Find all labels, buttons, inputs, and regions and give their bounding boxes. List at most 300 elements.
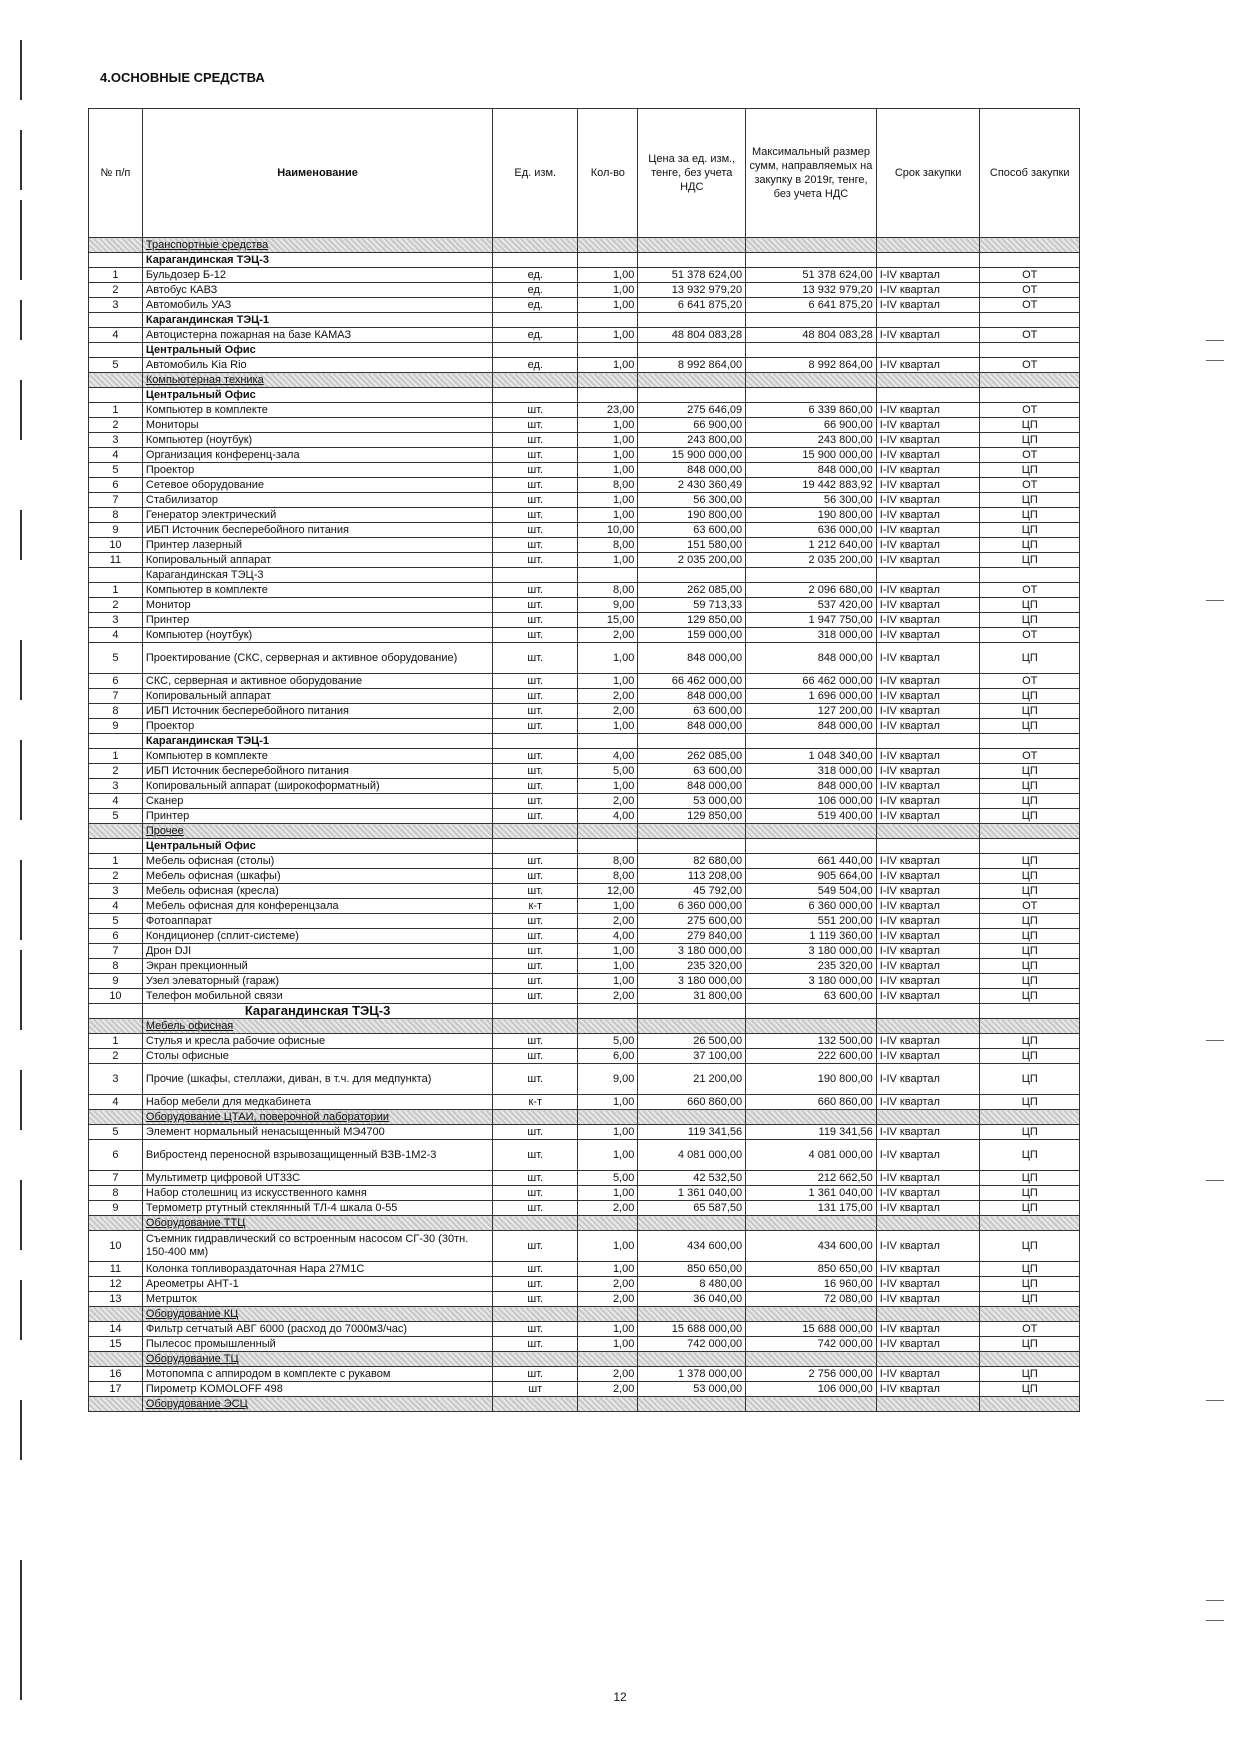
row-empty-cell [578, 824, 638, 839]
row-num: 9 [89, 523, 143, 538]
row-empty-cell [876, 1307, 980, 1322]
row-max: 51 378 624,00 [746, 268, 877, 283]
row-term: I-IV квартал [876, 674, 980, 689]
row-name: Мебель офисная (шкафы) [142, 869, 492, 884]
row-price: 45 792,00 [638, 884, 746, 899]
row-term: I-IV квартал [876, 598, 980, 613]
row-num: 17 [89, 1382, 143, 1397]
row-max: 243 800,00 [746, 433, 877, 448]
row-max: 19 442 883,92 [746, 478, 877, 493]
row-empty-cell [876, 343, 980, 358]
row-qty: 8,00 [578, 538, 638, 553]
row-method: ЦП [980, 433, 1080, 448]
row-qty: 1,00 [578, 1231, 638, 1262]
row-empty-cell [980, 253, 1080, 268]
row-empty-cell [578, 568, 638, 583]
row-empty-cell [578, 1216, 638, 1231]
row-group-name: Центральный Офис [142, 839, 492, 854]
row-method: ЦП [980, 959, 1080, 974]
row-method: ОТ [980, 358, 1080, 373]
left-margin-marks [8, 0, 28, 1754]
row-price: 3 180 000,00 [638, 974, 746, 989]
row-max: 66 900,00 [746, 418, 877, 433]
row-num: 4 [89, 628, 143, 643]
row-term: I-IV квартал [876, 719, 980, 734]
row-max: 132 500,00 [746, 1034, 877, 1049]
row-price: 660 860,00 [638, 1095, 746, 1110]
row-method: ЦП [980, 1201, 1080, 1216]
table-row [89, 914, 1080, 929]
row-num: 8 [89, 1186, 143, 1201]
row-max: 66 462 000,00 [746, 674, 877, 689]
row-qty: 1,00 [578, 719, 638, 734]
row-num: 3 [89, 779, 143, 794]
row-method: ЦП [980, 1064, 1080, 1095]
table-row [89, 794, 1080, 809]
row-empty-cell [493, 253, 578, 268]
row-unit: шт. [493, 1292, 578, 1307]
row-method: ЦП [980, 914, 1080, 929]
row-group-name: Прочее [142, 824, 492, 839]
row-method: ОТ [980, 628, 1080, 643]
row-method: ОТ [980, 674, 1080, 689]
row-empty-cell [493, 824, 578, 839]
row-price: 848 000,00 [638, 719, 746, 734]
row-method: ЦП [980, 989, 1080, 1004]
row-empty-cell [876, 238, 980, 253]
row-qty: 4,00 [578, 749, 638, 764]
row-group-name: Карагандинская ТЭЦ-3 [142, 568, 492, 583]
row-empty-cell [980, 1397, 1080, 1412]
row-empty-cell [746, 388, 877, 403]
row-method: ЦП [980, 508, 1080, 523]
row-name: Компьютер в комплекте [142, 403, 492, 418]
row-max: 1 696 000,00 [746, 689, 877, 704]
row-qty: 1,00 [578, 779, 638, 794]
table-row [89, 809, 1080, 824]
row-empty-cell [876, 839, 980, 854]
row-empty-cell [638, 1110, 746, 1125]
row-unit: шт. [493, 1322, 578, 1337]
table-row [89, 538, 1080, 553]
row-term: I-IV квартал [876, 899, 980, 914]
row-num: 12 [89, 1277, 143, 1292]
row-term: I-IV квартал [876, 974, 980, 989]
row-price: 66 462 000,00 [638, 674, 746, 689]
row-qty: 5,00 [578, 764, 638, 779]
row-name: Мониторы [142, 418, 492, 433]
row-term: I-IV квартал [876, 583, 980, 598]
row-num: 6 [89, 478, 143, 493]
table-row [89, 974, 1080, 989]
row-price: 742 000,00 [638, 1337, 746, 1352]
row-name: Сетевое оборудование [142, 478, 492, 493]
row-method: ОТ [980, 268, 1080, 283]
row-max: 190 800,00 [746, 508, 877, 523]
row-empty-cell [980, 568, 1080, 583]
row-term: I-IV квартал [876, 1125, 980, 1140]
row-num: 3 [89, 433, 143, 448]
row-price: 53 000,00 [638, 794, 746, 809]
row-name: Копировальный аппарат [142, 689, 492, 704]
row-name: Фотоаппарат [142, 914, 492, 929]
row-qty: 1,00 [578, 674, 638, 689]
row-unit: шт. [493, 448, 578, 463]
row-name: Компьютер (ноутбук) [142, 433, 492, 448]
row-price: 848 000,00 [638, 643, 746, 674]
row-empty-cell [876, 1397, 980, 1412]
row-num: 10 [89, 989, 143, 1004]
row-term: I-IV квартал [876, 1277, 980, 1292]
row-unit: шт. [493, 493, 578, 508]
table-row [89, 674, 1080, 689]
row-num [89, 388, 143, 403]
row-num: 5 [89, 358, 143, 373]
row-unit: шт. [493, 704, 578, 719]
table-row [89, 358, 1080, 373]
row-num: 6 [89, 929, 143, 944]
row-num [89, 238, 143, 253]
row-unit: шт. [493, 1201, 578, 1216]
row-qty: 4,00 [578, 809, 638, 824]
row-num: 5 [89, 643, 143, 674]
row-empty-cell [493, 1004, 578, 1019]
row-qty: 5,00 [578, 1034, 638, 1049]
row-max: 6 641 875,20 [746, 298, 877, 313]
row-qty: 2,00 [578, 914, 638, 929]
header-term: Срок закупки [876, 109, 980, 238]
row-num: 5 [89, 914, 143, 929]
row-unit: шт. [493, 869, 578, 884]
row-name: Принтер [142, 809, 492, 824]
row-num [89, 1110, 143, 1125]
row-empty-cell [638, 1397, 746, 1412]
row-term: I-IV квартал [876, 403, 980, 418]
row-name: Бульдозер Б-12 [142, 268, 492, 283]
row-max: 848 000,00 [746, 463, 877, 478]
row-method: ОТ [980, 1322, 1080, 1337]
row-name: Компьютер (ноутбук) [142, 628, 492, 643]
row-price: 119 341,56 [638, 1125, 746, 1140]
row-name: Термометр ртутный стеклянный ТЛ-4 шкала 0-55 [142, 1201, 492, 1216]
row-name: Мотопомпа с аппиродом в комплекте с рукавом [142, 1367, 492, 1382]
row-term: I-IV квартал [876, 1231, 980, 1262]
section-row [89, 1397, 1080, 1412]
table-row [89, 854, 1080, 869]
row-empty-cell [980, 238, 1080, 253]
row-num: 2 [89, 764, 143, 779]
row-term: I-IV квартал [876, 1201, 980, 1216]
row-price: 59 713,33 [638, 598, 746, 613]
row-max: 72 080,00 [746, 1292, 877, 1307]
row-max: 4 081 000,00 [746, 1140, 877, 1171]
row-max: 6 339 860,00 [746, 403, 877, 418]
row-unit: шт. [493, 1367, 578, 1382]
row-price: 1 361 040,00 [638, 1186, 746, 1201]
row-term: I-IV квартал [876, 493, 980, 508]
table-row [89, 283, 1080, 298]
row-name: Автомобиль УАЗ [142, 298, 492, 313]
row-term: I-IV квартал [876, 448, 980, 463]
row-name: Проектор [142, 719, 492, 734]
row-name: Проектор [142, 463, 492, 478]
row-num: 14 [89, 1322, 143, 1337]
row-num: 11 [89, 1262, 143, 1277]
row-name: Прочие (шкафы, стеллажи, диван, в т.ч. для медпункта) [142, 1064, 492, 1095]
table-row [89, 1262, 1080, 1277]
table-row [89, 1367, 1080, 1382]
row-max: 16 960,00 [746, 1277, 877, 1292]
row-price: 159 000,00 [638, 628, 746, 643]
procurement-table [88, 108, 1080, 1412]
row-unit: шт. [493, 553, 578, 568]
row-empty-cell [493, 1352, 578, 1367]
row-empty-cell [876, 734, 980, 749]
row-max: 551 200,00 [746, 914, 877, 929]
row-num: 7 [89, 944, 143, 959]
row-term: I-IV квартал [876, 283, 980, 298]
row-empty-cell [578, 388, 638, 403]
section-row [89, 1216, 1080, 1231]
row-term: I-IV квартал [876, 1140, 980, 1171]
row-method: ОТ [980, 448, 1080, 463]
row-method: ЦП [980, 779, 1080, 794]
row-max: 131 175,00 [746, 1201, 877, 1216]
row-price: 3 180 000,00 [638, 944, 746, 959]
row-name: Принтер лазерный [142, 538, 492, 553]
row-qty: 2,00 [578, 1367, 638, 1382]
section-row [89, 238, 1080, 253]
row-term: I-IV квартал [876, 1171, 980, 1186]
row-max: 636 000,00 [746, 523, 877, 538]
row-price: 151 580,00 [638, 538, 746, 553]
row-method: ЦП [980, 538, 1080, 553]
row-unit: шт. [493, 1337, 578, 1352]
row-unit: шт. [493, 854, 578, 869]
row-price: 848 000,00 [638, 463, 746, 478]
row-empty-cell [980, 734, 1080, 749]
row-name: Телефон мобильной связи [142, 989, 492, 1004]
row-term: I-IV квартал [876, 749, 980, 764]
row-max: 212 662,50 [746, 1171, 877, 1186]
row-num [89, 1216, 143, 1231]
row-unit: к-т [493, 899, 578, 914]
row-price: 82 680,00 [638, 854, 746, 869]
table-row [89, 1231, 1080, 1262]
row-price: 15 688 000,00 [638, 1322, 746, 1337]
table-row [89, 478, 1080, 493]
row-max: 190 800,00 [746, 1064, 877, 1095]
row-group-name: Оборудование ЭСЦ [142, 1397, 492, 1412]
row-empty-cell [746, 343, 877, 358]
table-row [89, 959, 1080, 974]
row-name: Мебель офисная для конференцзала [142, 899, 492, 914]
row-price: 848 000,00 [638, 779, 746, 794]
row-method: ЦП [980, 1171, 1080, 1186]
row-qty: 1,00 [578, 974, 638, 989]
section-row [89, 1352, 1080, 1367]
row-name: Пылесос промышленный [142, 1337, 492, 1352]
row-num: 1 [89, 583, 143, 598]
row-unit: шт. [493, 1140, 578, 1171]
row-price: 2 035 200,00 [638, 553, 746, 568]
row-term: I-IV квартал [876, 1064, 980, 1095]
row-num: 5 [89, 463, 143, 478]
row-empty-cell [493, 1019, 578, 1034]
section-row [89, 373, 1080, 388]
row-empty-cell [578, 1019, 638, 1034]
row-price: 113 208,00 [638, 869, 746, 884]
row-num [89, 253, 143, 268]
row-max: 48 804 083,28 [746, 328, 877, 343]
row-name: Столы офисные [142, 1049, 492, 1064]
row-empty-cell [746, 1019, 877, 1034]
row-empty-cell [578, 313, 638, 328]
table-row [89, 719, 1080, 734]
row-unit: шт. [493, 478, 578, 493]
row-qty: 1,00 [578, 1095, 638, 1110]
row-method: ЦП [980, 944, 1080, 959]
row-price: 2 430 360,49 [638, 478, 746, 493]
table-row [89, 643, 1080, 674]
row-empty-cell [638, 1019, 746, 1034]
row-term: I-IV квартал [876, 613, 980, 628]
row-empty-cell [638, 1352, 746, 1367]
row-term: I-IV квартал [876, 1367, 980, 1382]
row-term: I-IV квартал [876, 1186, 980, 1201]
subsection-row [89, 253, 1080, 268]
row-empty-cell [638, 313, 746, 328]
row-price: 48 804 083,28 [638, 328, 746, 343]
row-qty: 2,00 [578, 1201, 638, 1216]
page-title: 4.ОСНОВНЫЕ СРЕДСТВА [100, 70, 265, 85]
row-num: 3 [89, 298, 143, 313]
row-price: 6 360 000,00 [638, 899, 746, 914]
table-row [89, 553, 1080, 568]
row-num: 7 [89, 493, 143, 508]
row-qty: 2,00 [578, 1292, 638, 1307]
row-max: 1 119 360,00 [746, 929, 877, 944]
table-row [89, 583, 1080, 598]
row-empty-cell [638, 253, 746, 268]
row-empty-cell [746, 373, 877, 388]
row-name: Компьютер в комплекте [142, 749, 492, 764]
row-unit: ед. [493, 358, 578, 373]
row-empty-cell [493, 343, 578, 358]
row-name: Кондиционер (сплит-системе) [142, 929, 492, 944]
row-name: Колонка топливораздаточная Нара 27М1С [142, 1262, 492, 1277]
row-empty-cell [638, 1216, 746, 1231]
row-empty-cell [493, 238, 578, 253]
row-name: Вибростенд переносной взрывозащищенный ВЗВ-1М2-3 [142, 1140, 492, 1171]
row-name: Фильтр сетчатый АВГ 6000 (расход до 7000м3/час) [142, 1322, 492, 1337]
header-method: Способ закупки [980, 109, 1080, 238]
row-num: 8 [89, 704, 143, 719]
table-row [89, 628, 1080, 643]
row-empty-cell [980, 373, 1080, 388]
row-unit: шт. [493, 1049, 578, 1064]
row-method: ЦП [980, 1262, 1080, 1277]
row-unit: шт. [493, 794, 578, 809]
row-unit: шт. [493, 749, 578, 764]
row-empty-cell [578, 1307, 638, 1322]
row-method: ЦП [980, 613, 1080, 628]
row-empty-cell [980, 1307, 1080, 1322]
row-method: ЦП [980, 463, 1080, 478]
table-row [89, 869, 1080, 884]
row-method: ОТ [980, 328, 1080, 343]
row-qty: 8,00 [578, 869, 638, 884]
row-max: 3 180 000,00 [746, 944, 877, 959]
row-name: Стабилизатор [142, 493, 492, 508]
row-price: 15 900 000,00 [638, 448, 746, 463]
row-qty: 1,00 [578, 283, 638, 298]
row-empty-cell [876, 568, 980, 583]
row-group-name: Карагандинская ТЭЦ-1 [142, 313, 492, 328]
row-unit: шт. [493, 628, 578, 643]
row-max: 3 180 000,00 [746, 974, 877, 989]
row-method: ЦП [980, 553, 1080, 568]
table-row [89, 1186, 1080, 1201]
row-name: Набор мебели для медкабинета [142, 1095, 492, 1110]
row-method: ЦП [980, 523, 1080, 538]
row-empty-cell [980, 1004, 1080, 1019]
header-max: Максимальный размер сумм, направляемых на закупку в 2019г, тенге, без учета НДС [746, 109, 877, 238]
row-name: Съемник гидравлический со встроенным насосом СГ-30 (30тн. 150-400 мм) [142, 1231, 492, 1262]
row-qty: 8,00 [578, 583, 638, 598]
row-num: 5 [89, 809, 143, 824]
row-empty-cell [638, 734, 746, 749]
row-unit: шт. [493, 1125, 578, 1140]
row-empty-cell [980, 388, 1080, 403]
section-row [89, 1110, 1080, 1125]
row-max: 8 992 864,00 [746, 358, 877, 373]
row-empty-cell [493, 1397, 578, 1412]
row-qty: 8,00 [578, 854, 638, 869]
row-qty: 1,00 [578, 899, 638, 914]
row-name: Проектирование (СКС, серверная и активное оборудование) [142, 643, 492, 674]
table-row [89, 704, 1080, 719]
row-unit: ед. [493, 268, 578, 283]
row-method: ОТ [980, 583, 1080, 598]
row-qty: 15,00 [578, 613, 638, 628]
row-name: Набор столешниц из искусственного камня [142, 1186, 492, 1201]
row-empty-cell [578, 839, 638, 854]
row-empty-cell [980, 313, 1080, 328]
row-qty: 1,00 [578, 418, 638, 433]
row-name: Узел элеваторный (гараж) [142, 974, 492, 989]
row-empty-cell [578, 1352, 638, 1367]
row-empty-cell [746, 1004, 877, 1019]
table-row [89, 749, 1080, 764]
row-empty-cell [746, 1307, 877, 1322]
row-term: I-IV квартал [876, 433, 980, 448]
row-name: Элемент нормальный ненасыщенный МЭ4700 [142, 1125, 492, 1140]
row-method: ЦП [980, 1337, 1080, 1352]
row-max: 660 860,00 [746, 1095, 877, 1110]
row-max: 106 000,00 [746, 794, 877, 809]
row-empty-cell [578, 238, 638, 253]
row-method: ОТ [980, 298, 1080, 313]
row-num: 13 [89, 1292, 143, 1307]
row-num [89, 1307, 143, 1322]
table-row [89, 433, 1080, 448]
row-max: 537 420,00 [746, 598, 877, 613]
row-empty-cell [876, 1110, 980, 1125]
row-group-name: Оборудование КЦ [142, 1307, 492, 1322]
row-price: 42 532,50 [638, 1171, 746, 1186]
row-qty: 1,00 [578, 944, 638, 959]
